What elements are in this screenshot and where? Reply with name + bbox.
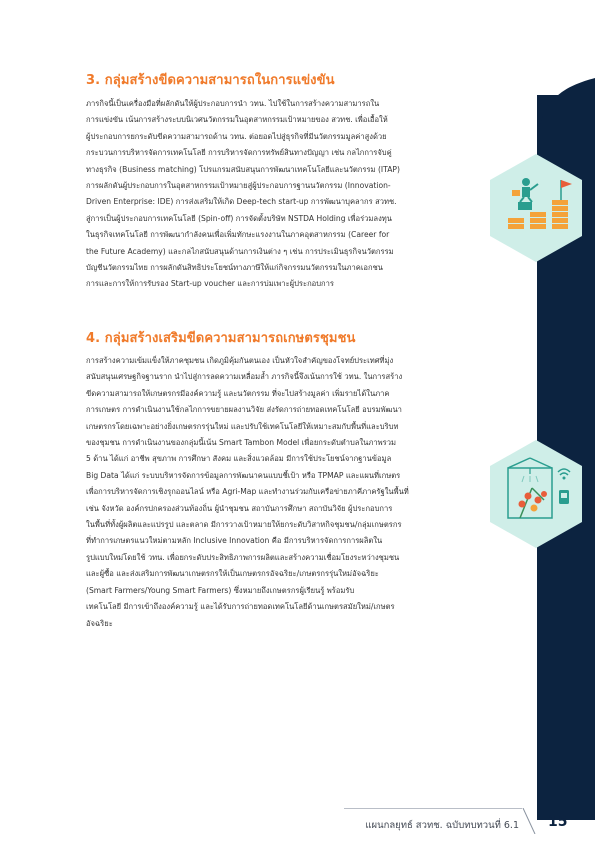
side-decor-curve — [505, 78, 595, 138]
body-line: และผู้ซื้อ และส่งเสริมการพัฒนาเกษตรกรให้เป็นเกษตรกรอัจฉริยะ/เกษตรกรรุ่นใหม่อัจฉริยะ — [86, 569, 379, 579]
footer-slash-divider — [522, 808, 536, 834]
body-line: ในธุรกิจเทคโนโลยี การพัฒนากำลังคนเพื่อเพิ่มทักษะแรงงานในภาคอุตสาหกรรม (Career for — [86, 230, 390, 240]
section-3-heading: 3. กลุ่มสร้างขีดความสามารถในการแข่งขัน — [86, 73, 335, 88]
footer-divider — [344, 808, 522, 809]
body-line: เพื่อการบริหารจัดการเชิงรุกออนไลน์ หรือ Agri-Map และทำงานร่วมกับเครือข่ายภาคีภาครัฐในพื้นที่ — [86, 487, 409, 497]
body-line: การสร้างความเข้มแข็งให้ภาคชุมชน เกิดภูมิคุ้มกันตนเอง เป็นหัวใจสำคัญของโจทย์ประเทศที่มุ่ง — [86, 356, 394, 365]
body-line: เช่น จังหวัด องค์กรปกครองส่วนท้องถิ่น ผู้นำชุมชน สถาบันการศึกษา สถาบันวิจัย ผู้ประกอบการ — [86, 503, 393, 513]
footer-title: แผนกลยุทธ์ สวทช. ฉบับทบทวนที่ 6.1 — [365, 820, 519, 831]
body-line: ทางธุรกิจ (Business matching) โปรแกรมสนับสนุนการพัฒนาเทคโนโลยีและนวัตกรรม (ITAP) — [86, 164, 400, 174]
body-line: ในพื้นที่ทั้งผู้ผลิตและแปรรูป และตลาด มีการวางเป้าหมายให้ยกระดับวิสาหกิจชุมชน/กลุ่มเกษตรกร — [86, 520, 402, 530]
body-line: บัญชีนวัตกรรมไทย การผลักดันสิทธิประโยชน์ทางภาษีให้แก่กิจกรรมนวัตกรรมในภาคเอกชน — [86, 263, 383, 273]
body-line: การและการให้การรับรอง Start-up voucher และการบ่มเพาะผู้ประกอบการ — [86, 279, 334, 289]
smart-farm-icon — [486, 438, 586, 550]
body-line: ขีดความสามารถให้เกษตรกรมีองค์ความรู้ และนวัตกรรม ที่จะไปสร้างมูลค่า เพิ่มรายได้ในภาค — [86, 388, 390, 398]
body-line: สนับสนุนเศรษฐกิจฐานราก นำไปสู่การลดความเหลื่อมล้ำ ภารกิจนี้จึงเน้นการใช้ วทน. ในการสร้าง — [86, 372, 403, 382]
body-line: Driven Enterprise: IDE) การส่งเสริมให้เกิด Deep-tech start-up การพัฒนาบุคลากร สวทช. — [86, 197, 397, 207]
body-line: Big Data ได้แก่ ระบบบริหารจัดการข้อมูลการพัฒนาคนแบบชี้เป้า หรือ TPMAP และแผนที่เกษตร — [86, 470, 401, 480]
body-line: 5 ด้าน ได้แก่ อาชีพ สุขภาพ การศึกษา สังคม และสิ่งแวดล้อม มีการใช้ประโยชน์จากฐานข้อมูล — [86, 454, 392, 464]
body-line: รูปแบบใหม่โดยใช้ วทน. เพื่อยกระดับประสิทธิภาพการผลิตและสร้างความเชื่อมโยงระหว่างชุมชน — [86, 552, 400, 562]
section-4-heading: 4. กลุ่มสร้างเสริมขีดความสามารถเกษตรชุมชน — [86, 331, 356, 346]
body-line: การผลักดันผู้ประกอบการในอุตสาหกรรมเป้าหมายสู่ผู้ประกอบการฐานนวัตกรรม (Innovation- — [86, 181, 391, 191]
section-3-body — [86, 96, 458, 293]
startup-growth-icon — [486, 152, 586, 264]
body-line: อัจฉริยะ — [86, 618, 113, 628]
body-line: กระบวนการบริหารจัดการเทคโนโลยี การบริหารจัดการทรัพย์สินทางปัญญา เช่น กลไกการจับคู่ — [86, 148, 392, 158]
body-line: การแข่งขัน เน้นการสร้างระบบนิเวศนวัตกรรมในอุตสาหกรรมเป้าหมายของ สวทช. เพื่อเอื้อให้ — [86, 115, 388, 125]
body-line: (Smart Farmers/Young Smart Farmers) ซึ่งหมายถึงเกษตรกรผู้เรียนรู้ พร้อมรับ — [86, 585, 355, 595]
body-line: ที่ทำการเกษตรแนวใหม่ตามหลัก Inclusive Innovation คือ มีการบริหารจัดการการผลิตใน — [86, 536, 383, 546]
body-line: เกษตรกรโดยเฉพาะอย่างยิ่งเกษตรกรรุ่นใหม่ และปรับใช้เทคโนโลยีให้เหมาะสมกับพื้นที่และบริบท — [86, 421, 399, 431]
body-line: ของชุมชน การดำเนินงานของกลุ่มนี้เน้น Smart Tambon Model เพื่อยกระดับตำบลในภาพรวม — [86, 438, 396, 448]
section-4-body — [86, 353, 458, 632]
page-number: 15 — [548, 814, 568, 830]
body-line: การเกษตร การดำเนินงานใช้กลไกการขยายผลงานวิจัย ส่งรัดการถ่ายทอดเทคโนโลยี อบรมพัฒนา — [86, 405, 402, 415]
body-line: เทคโนโลยี มีการเข้าถึงองค์ความรู้ และได้รับการถ่ายทอดเทคโนโลยีด้านเกษตรสมัยใหม่/เกษตร — [86, 602, 395, 612]
body-line: the Future Academy) และกลไกสนับสนุนด้านการเงินต่าง ๆ เช่น การประเมินธุรกิจนวัตกรรม — [86, 246, 394, 256]
body-line: ภารกิจนี้เป็นเครื่องมือที่ผลักดันให้ผู้ประกอบการนำ วทน. ไปใช้ในการสร้างความสามารถใน — [86, 99, 380, 108]
body-line: ผู้ประกอบการยกระดับขีดความสามารถด้าน วทน. ต่อยอดไปสู่ธุรกิจที่มีนวัตกรรมมูลค่าสูงด้วย — [86, 131, 387, 141]
body-line: สู่การเป็นผู้ประกอบการเทคโนโลยี (Spin-off) การจัดตั้งบริษัท NSTDA Holding เพื่อร่วมลงทุน — [86, 213, 392, 223]
